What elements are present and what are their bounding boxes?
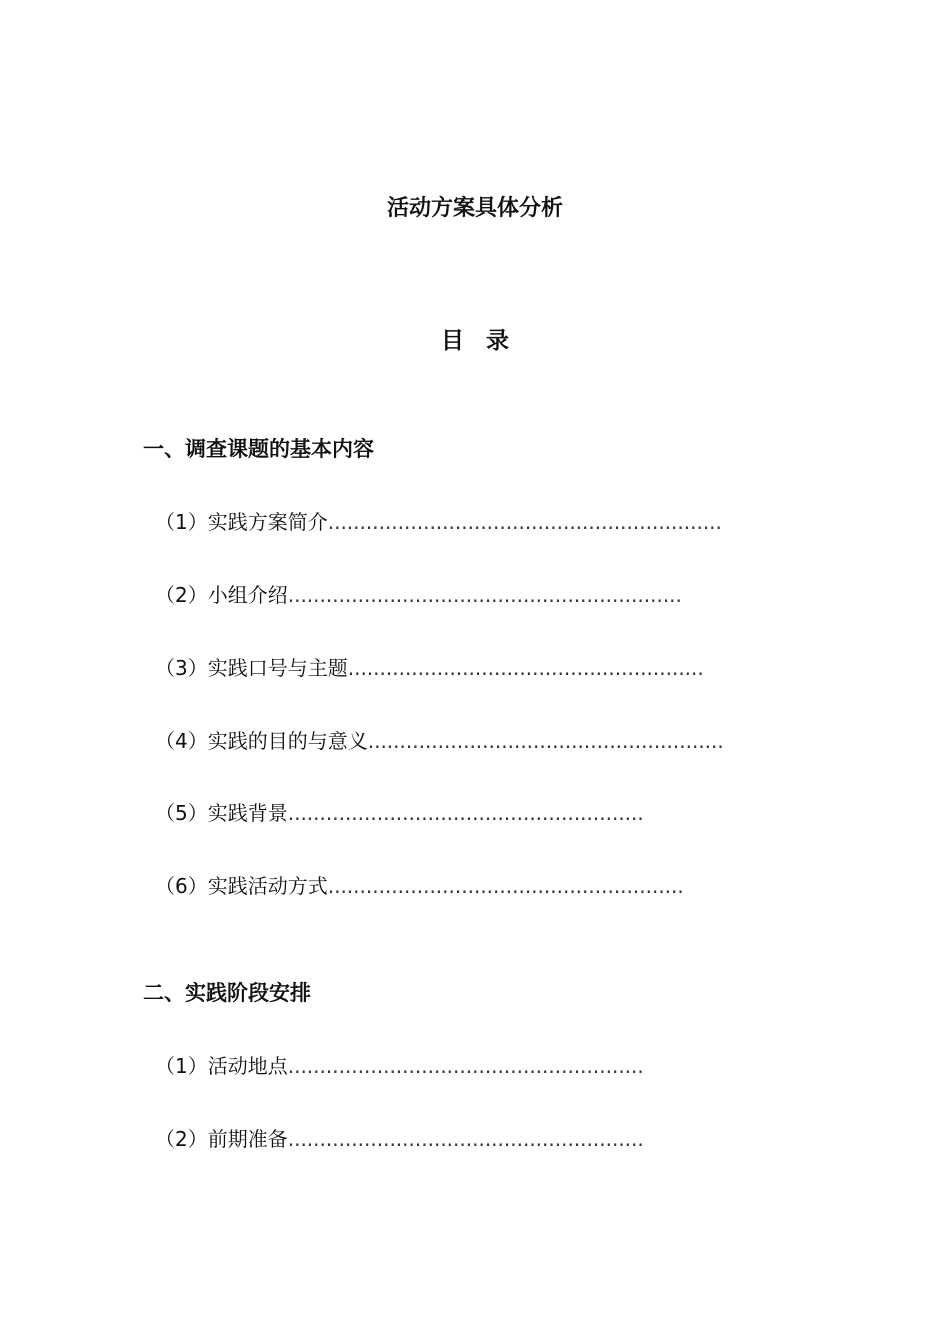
toc-entry-label: （6）实践活动方式 xyxy=(155,874,328,898)
toc-heading-char-1: 目 xyxy=(441,328,464,354)
toc-entry-label: （4）实践的目的与意义 xyxy=(155,729,368,753)
toc-entry-label: （2）小组介绍 xyxy=(155,583,288,607)
toc-section-1-heading: 一、调查课题的基本内容 xyxy=(143,437,374,461)
toc-entry-leader: ........................................................ xyxy=(287,801,644,825)
toc-entry[interactable] xyxy=(155,871,684,901)
toc-entry-leader: ........................................................ xyxy=(327,874,684,898)
toc-heading xyxy=(0,326,950,356)
toc-entry[interactable] xyxy=(155,580,682,610)
toc-entry-leader: ........................................................ xyxy=(367,729,724,753)
toc-entry-leader: .............................................................. xyxy=(327,510,722,534)
toc-entry-label: （1）活动地点 xyxy=(155,1054,288,1078)
toc-entry-leader: .............................................................. xyxy=(287,583,682,607)
toc-entry[interactable] xyxy=(155,653,704,683)
toc-entry[interactable] xyxy=(155,1051,644,1081)
toc-entry-leader: ........................................................ xyxy=(347,656,704,680)
toc-entry[interactable] xyxy=(155,798,644,828)
toc-entry[interactable] xyxy=(155,1124,644,1154)
toc-entry-leader: ........................................................ xyxy=(287,1054,644,1078)
document-title: 活动方案具体分析 xyxy=(386,196,563,221)
toc-entry[interactable] xyxy=(155,507,722,537)
toc-entry-label: （1）实践方案简介 xyxy=(155,510,328,534)
toc-entry-leader: ........................................................ xyxy=(287,1127,644,1151)
toc-heading-char-2: 录 xyxy=(486,328,509,354)
toc-entry-label: （3）实践口号与主题 xyxy=(155,656,348,680)
toc-section-2-heading: 二、实践阶段安排 xyxy=(143,981,311,1005)
toc-entry-label: （2）前期准备 xyxy=(155,1127,288,1151)
toc-entry-label: （5）实践背景 xyxy=(155,801,288,825)
toc-entry[interactable] xyxy=(155,726,724,756)
